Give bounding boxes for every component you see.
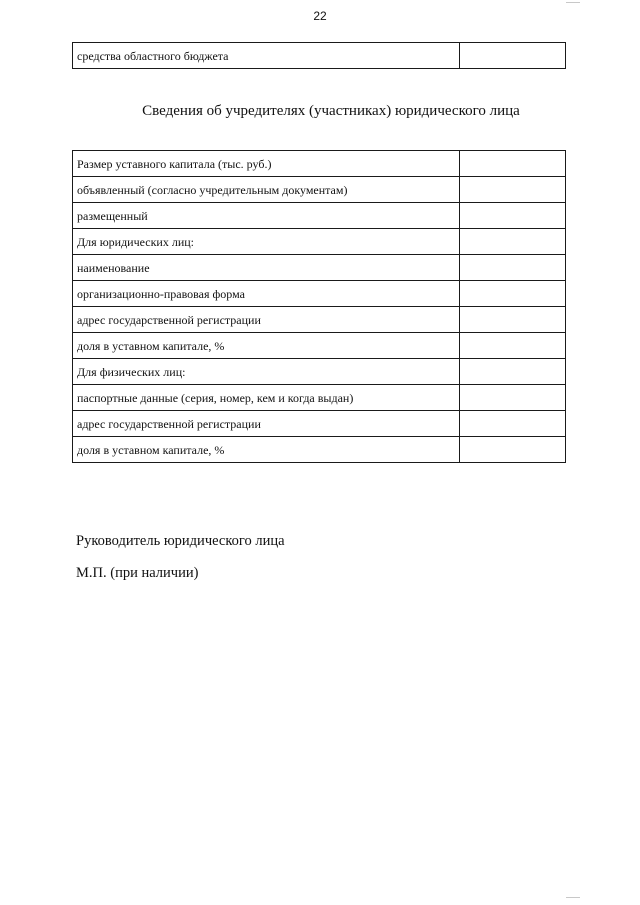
row-value[interactable] [460, 281, 566, 307]
section-title: Сведения об учредителях (участниках) юридического лица [142, 103, 520, 119]
row-label: Для физических лиц: [73, 359, 460, 385]
row-value[interactable] [460, 307, 566, 333]
founders-table [72, 150, 566, 463]
row-label: средства областного бюджета [73, 43, 460, 69]
row-label: организационно-правовая форма [73, 281, 460, 307]
row-label: Размер уставного капитала (тыс. руб.) [73, 151, 460, 177]
row-value[interactable] [460, 203, 566, 229]
row-label: доля в уставном капитале, % [73, 333, 460, 359]
row-value[interactable] [460, 359, 566, 385]
table-row [73, 437, 566, 463]
table-row [73, 203, 566, 229]
scan-artifact-top [566, 2, 580, 3]
row-label: объявленный (согласно учредительным документам) [73, 177, 460, 203]
signature-stamp-label: М.П. (при наличии) [76, 565, 199, 581]
page-number: 22 [313, 9, 327, 23]
table-row [73, 359, 566, 385]
row-label: размещенный [73, 203, 460, 229]
row-value[interactable] [460, 43, 566, 69]
budget-table [72, 42, 566, 69]
row-value[interactable] [460, 437, 566, 463]
row-value[interactable] [460, 229, 566, 255]
row-value[interactable] [460, 255, 566, 281]
table-row [73, 177, 566, 203]
row-label: Для юридических лиц: [73, 229, 460, 255]
table-row [73, 151, 566, 177]
table-row [73, 307, 566, 333]
row-value[interactable] [460, 177, 566, 203]
row-label: доля в уставном капитале, % [73, 437, 460, 463]
table-row [73, 255, 566, 281]
row-label: адрес государственной регистрации [73, 411, 460, 437]
table-row [73, 43, 566, 69]
scan-artifact-bottom [566, 897, 580, 898]
table-row [73, 333, 566, 359]
table-row [73, 385, 566, 411]
row-value[interactable] [460, 333, 566, 359]
table-row [73, 281, 566, 307]
row-value[interactable] [460, 151, 566, 177]
row-label: паспортные данные (серия, номер, кем и когда выдан) [73, 385, 460, 411]
signature-head-label: Руководитель юридического лица [76, 533, 285, 549]
row-value[interactable] [460, 411, 566, 437]
row-label: адрес государственной регистрации [73, 307, 460, 333]
table-row [73, 229, 566, 255]
row-value[interactable] [460, 385, 566, 411]
row-label: наименование [73, 255, 460, 281]
table-row [73, 411, 566, 437]
